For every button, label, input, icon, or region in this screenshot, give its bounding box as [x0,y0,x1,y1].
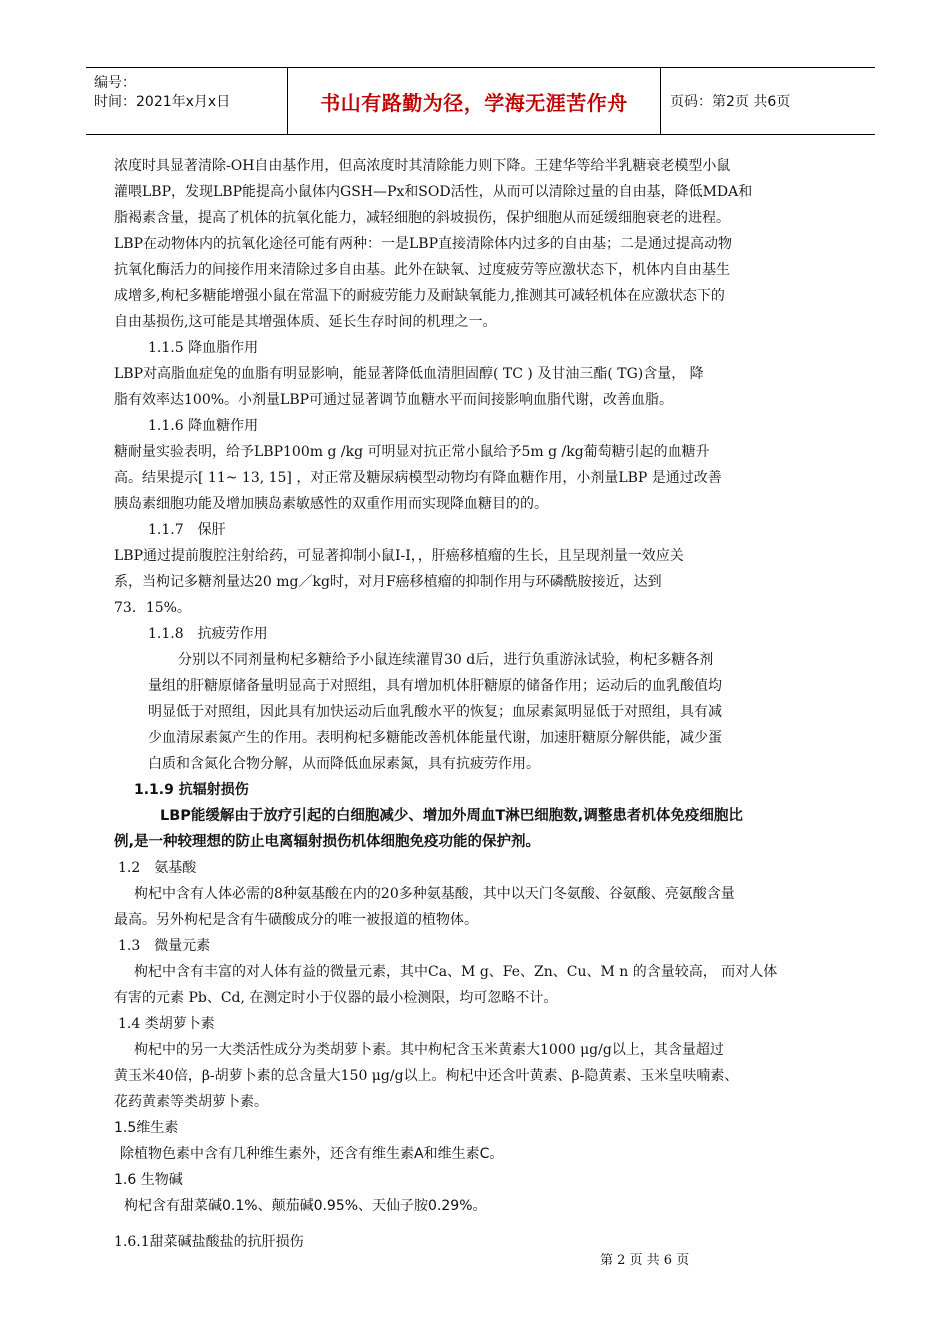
section-heading: 1.5维生素 [114,1120,179,1136]
body-line: 黄玉米40倍，β-胡萝卜素的总含量大150 μg/g以上。枸杞中还含叶黄素、β-隐黄素、玉米皇呋喃素、 [114,1068,739,1084]
body-line: 浓度时具显著清除-OH自由基作用，但高浓度时其清除能力则下降。王建华等给半乳糖衰老模型小鼠 [114,158,731,174]
body-line: 分别以不同剂量枸杞多糖给予小鼠连续灌胃30 d后，进行负重游泳试验，枸杞多糖各剂 [178,652,714,668]
body-line: 除植物色素中含有几种维生素外，还含有维生素A和维生素C。 [120,1146,504,1162]
body-line-bold: 例,是一种较理想的防止电离辐射损伤机体细胞免疫功能的保护剂。 [114,834,541,850]
body-line: 枸杞中含有丰富的对人体有益的微量元素，其中Ca、M g、Fe、Zn、Cu、M n 的含量较高， 而对人体 [134,964,778,980]
header-motto: 书山有路勤为径，学海无涯苦作舟 [320,90,628,115]
body-line: 最高。另外枸杞是含有牛磺酸成分的唯一被报道的植物体。 [114,912,478,928]
section-heading: 1.1.5 降血脂作用 [148,340,259,356]
body-line: 抗氧化酶活力的间接作用来清除过多自由基。此外在缺氧、过度疲劳等应激状态下，机体内自由基生 [114,262,730,278]
body-line: 脂褐素含量，提高了机体的抗氧化能力，减轻细胞的斜坡损伤，保护细胞从而延缓细胞衰老的进程。 [114,210,730,226]
body-line: LBP在动物体内的抗氧化途径可能有两种：一是LBP直接清除体内过多的自由基；二是通过提高动物 [114,236,733,252]
body-line: 灌喂LBP，发现LBP能提高小鼠体内GSH—Px和SOD活性，从而可以清除过量的自由基，降低MDA和 [114,184,753,200]
body-line-bold: LBP能缓解由于放疗引起的白细胞减少、增加外周血T淋巴细胞数,调整患者机体免疫细胞比 [160,808,743,824]
body-line: 73．15%。 [114,600,191,616]
body-line: 枸杞中的另一大类活性成分为类胡萝卜素。其中枸杞含玉米黄素大1000 μg/g以上，其含量超过 [134,1042,724,1058]
body-line: 花药黄素等类胡萝卜素。 [114,1094,268,1110]
section-heading: 1.6 生物碱 [114,1172,183,1188]
page-footer: 第 2 页 共 6 页 [600,1253,690,1268]
page-header [86,67,875,135]
section-heading: 1.4 类胡萝卜素 [118,1016,215,1032]
body-line: LBP对高脂血症兔的血脂有明显影响，能显著降低血清胆固醇( TC ) 及甘油三酯( TG)含量， 降 [114,366,704,382]
header-page-cell [660,68,875,134]
body-line: 量组的肝糖原储备量明显高于对照组，具有增加机体肝糖原的储备作用；运动后的血乳酸值均 [148,678,722,694]
document-date-label: 时间：2021年x月x日 [94,94,231,110]
body-line: 胰岛素细胞功能及增加胰岛素敏感性的双重作用而实现降血糖目的的。 [114,496,548,512]
section-heading: 1.1.6 降血糖作用 [148,418,259,434]
body-line: 白质和含氮化合物分解，从而降低血尿素氮，具有抗疲劳作用。 [148,756,540,772]
body-line: 高。结果提示[ 11~ 13, 15] ，对正常及糖尿病模型动物均有降血糖作用，小剂量LBP 是通过改善 [114,470,722,486]
body-line: 成增多,枸杞多糖能增强小鼠在常温下的耐疲劳能力及耐缺氧能力,推测其可减轻机体在应激状态下的 [114,288,725,304]
section-heading: 1.6.1甜菜碱盐酸盐的抗肝损伤 [114,1234,304,1250]
section-heading: 1.1.8 抗疲劳作用 [148,626,268,642]
body-line: 枸杞中含有人体必需的8种氨基酸在内的20多种氨基酸，其中以天门冬氨酸、谷氨酸、亮氨酸含量 [134,886,735,902]
body-line: 自由基损伤,这可能是其增强体质、延长生存时间的机理之一。 [114,314,497,330]
section-heading: 1.1.9 抗辐射损伤 [134,782,249,798]
header-motto-cell [287,68,661,134]
document-number-label: 编号： [94,75,136,91]
body-line: 脂有效率达100%。小剂量LBP可通过显著调节血糖水平而间接影响血脂代谢，改善血脂。 [114,392,674,408]
body-line: 明显低于对照组，因此具有加快运动后血乳酸水平的恢复；血尿素氮明显低于对照组，具有减 [148,704,722,720]
body-line: 少血清尿素氮产生的作用。表明枸杞多糖能改善机体能量代谢，加速肝糖原分解供能，减少蛋 [148,730,722,746]
section-heading: 1.1.7 保肝 [148,522,226,538]
section-heading: 1.2 氨基酸 [118,860,197,876]
header-page-info: 页码：第2页 共6页 [670,94,791,110]
body-line: 系，当枸记多糖剂量达20 mg／kg时，对月F癌移植瘤的抑制作用与环磷酰胺接近，达到 [114,574,662,590]
header-meta-cell [86,68,287,134]
body-line: LBP通过提前腹腔注射给药，可显著抑制小鼠I-I，，肝癌移植瘤的生长，且呈现剂量一效应关 [114,548,684,564]
body-line: 枸杞含有甜菜碱0.1%、颠茄碱0.95%、天仙子胺0.29%。 [124,1198,487,1214]
section-heading: 1.3 微量元素 [118,938,211,954]
body-line: 有害的元素 Pb、Cd, 在测定时小于仪器的最小检测限，均可忽略不计。 [114,990,558,1006]
body-line: 糖耐量实验表明，给予LBP100m g /kg 可明显对抗正常小鼠给予5m g /kg葡萄糖引起的血糖升 [114,444,710,460]
